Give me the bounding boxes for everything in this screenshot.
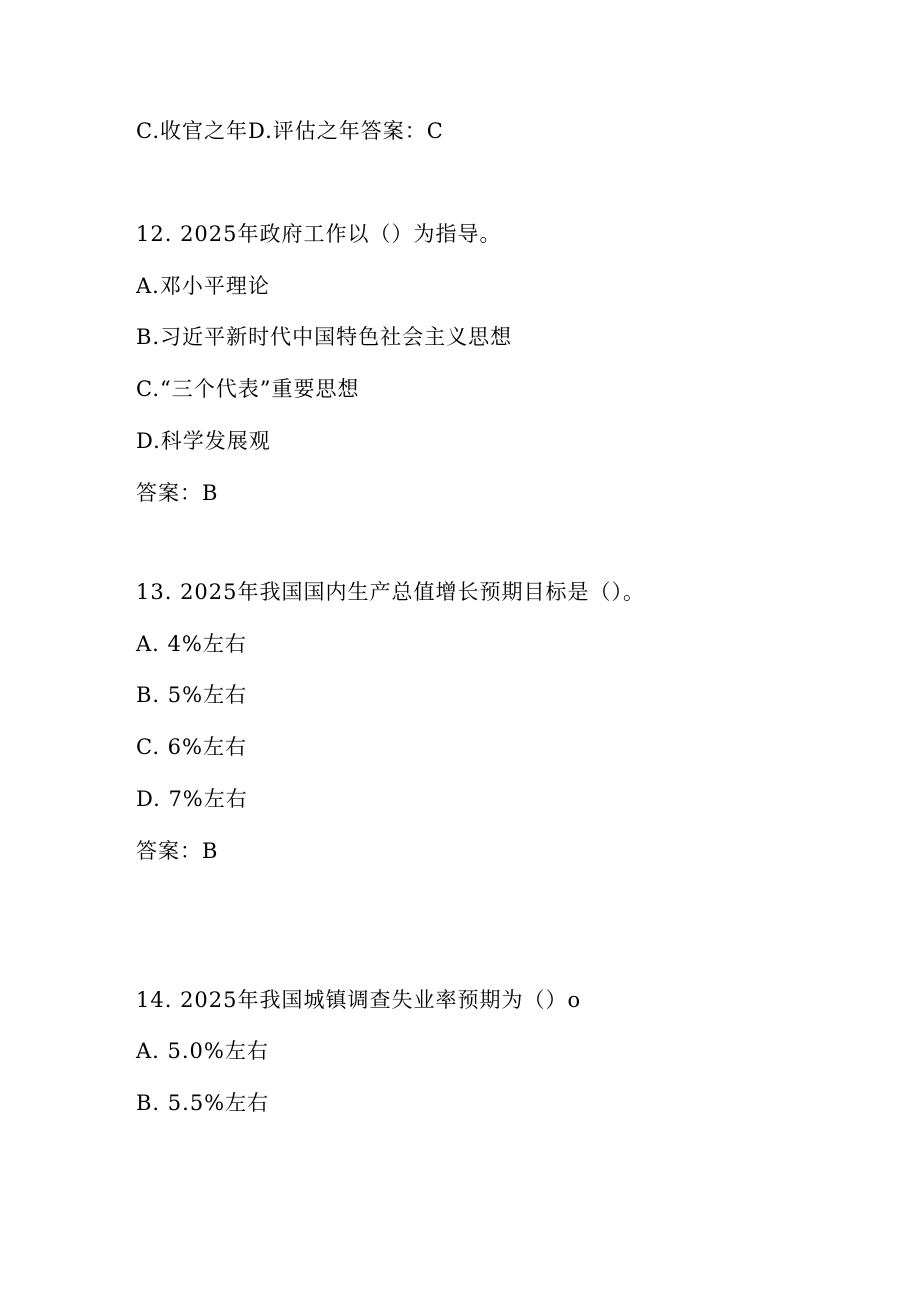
q13-option-b: B. 5%左右 xyxy=(136,683,248,707)
q11-options-answer: C.收官之年D.评估之年答案：C xyxy=(136,119,444,143)
q13-question: 13. 2025年我国国内生产总值增长预期目标是（）。 xyxy=(136,580,646,604)
q14-option-a: A. 5.0%左右 xyxy=(136,1039,269,1063)
q12-answer: 答案：B xyxy=(136,481,219,505)
q13-option-c: C. 6%左右 xyxy=(136,735,247,759)
q12-option-a: A.邓小平理论 xyxy=(136,274,270,298)
q12-option-c: C.“三个代表”重要思想 xyxy=(136,377,360,401)
q13-option-d: D. 7%左右 xyxy=(136,787,248,811)
q14-question: 14. 2025年我国城镇调查失业率预期为（）o xyxy=(136,988,582,1012)
q12-option-d: D.科学发展观 xyxy=(136,429,271,453)
q12-question: 12. 2025年政府工作以（）为指导。 xyxy=(136,222,502,246)
q13-option-a: A. 4%左右 xyxy=(136,632,247,656)
q14-option-b: B. 5.5%左右 xyxy=(136,1091,270,1115)
q13-answer: 答案：B xyxy=(136,839,219,863)
q12-option-b: B.习近平新时代中国特色社会主义思想 xyxy=(136,325,513,349)
